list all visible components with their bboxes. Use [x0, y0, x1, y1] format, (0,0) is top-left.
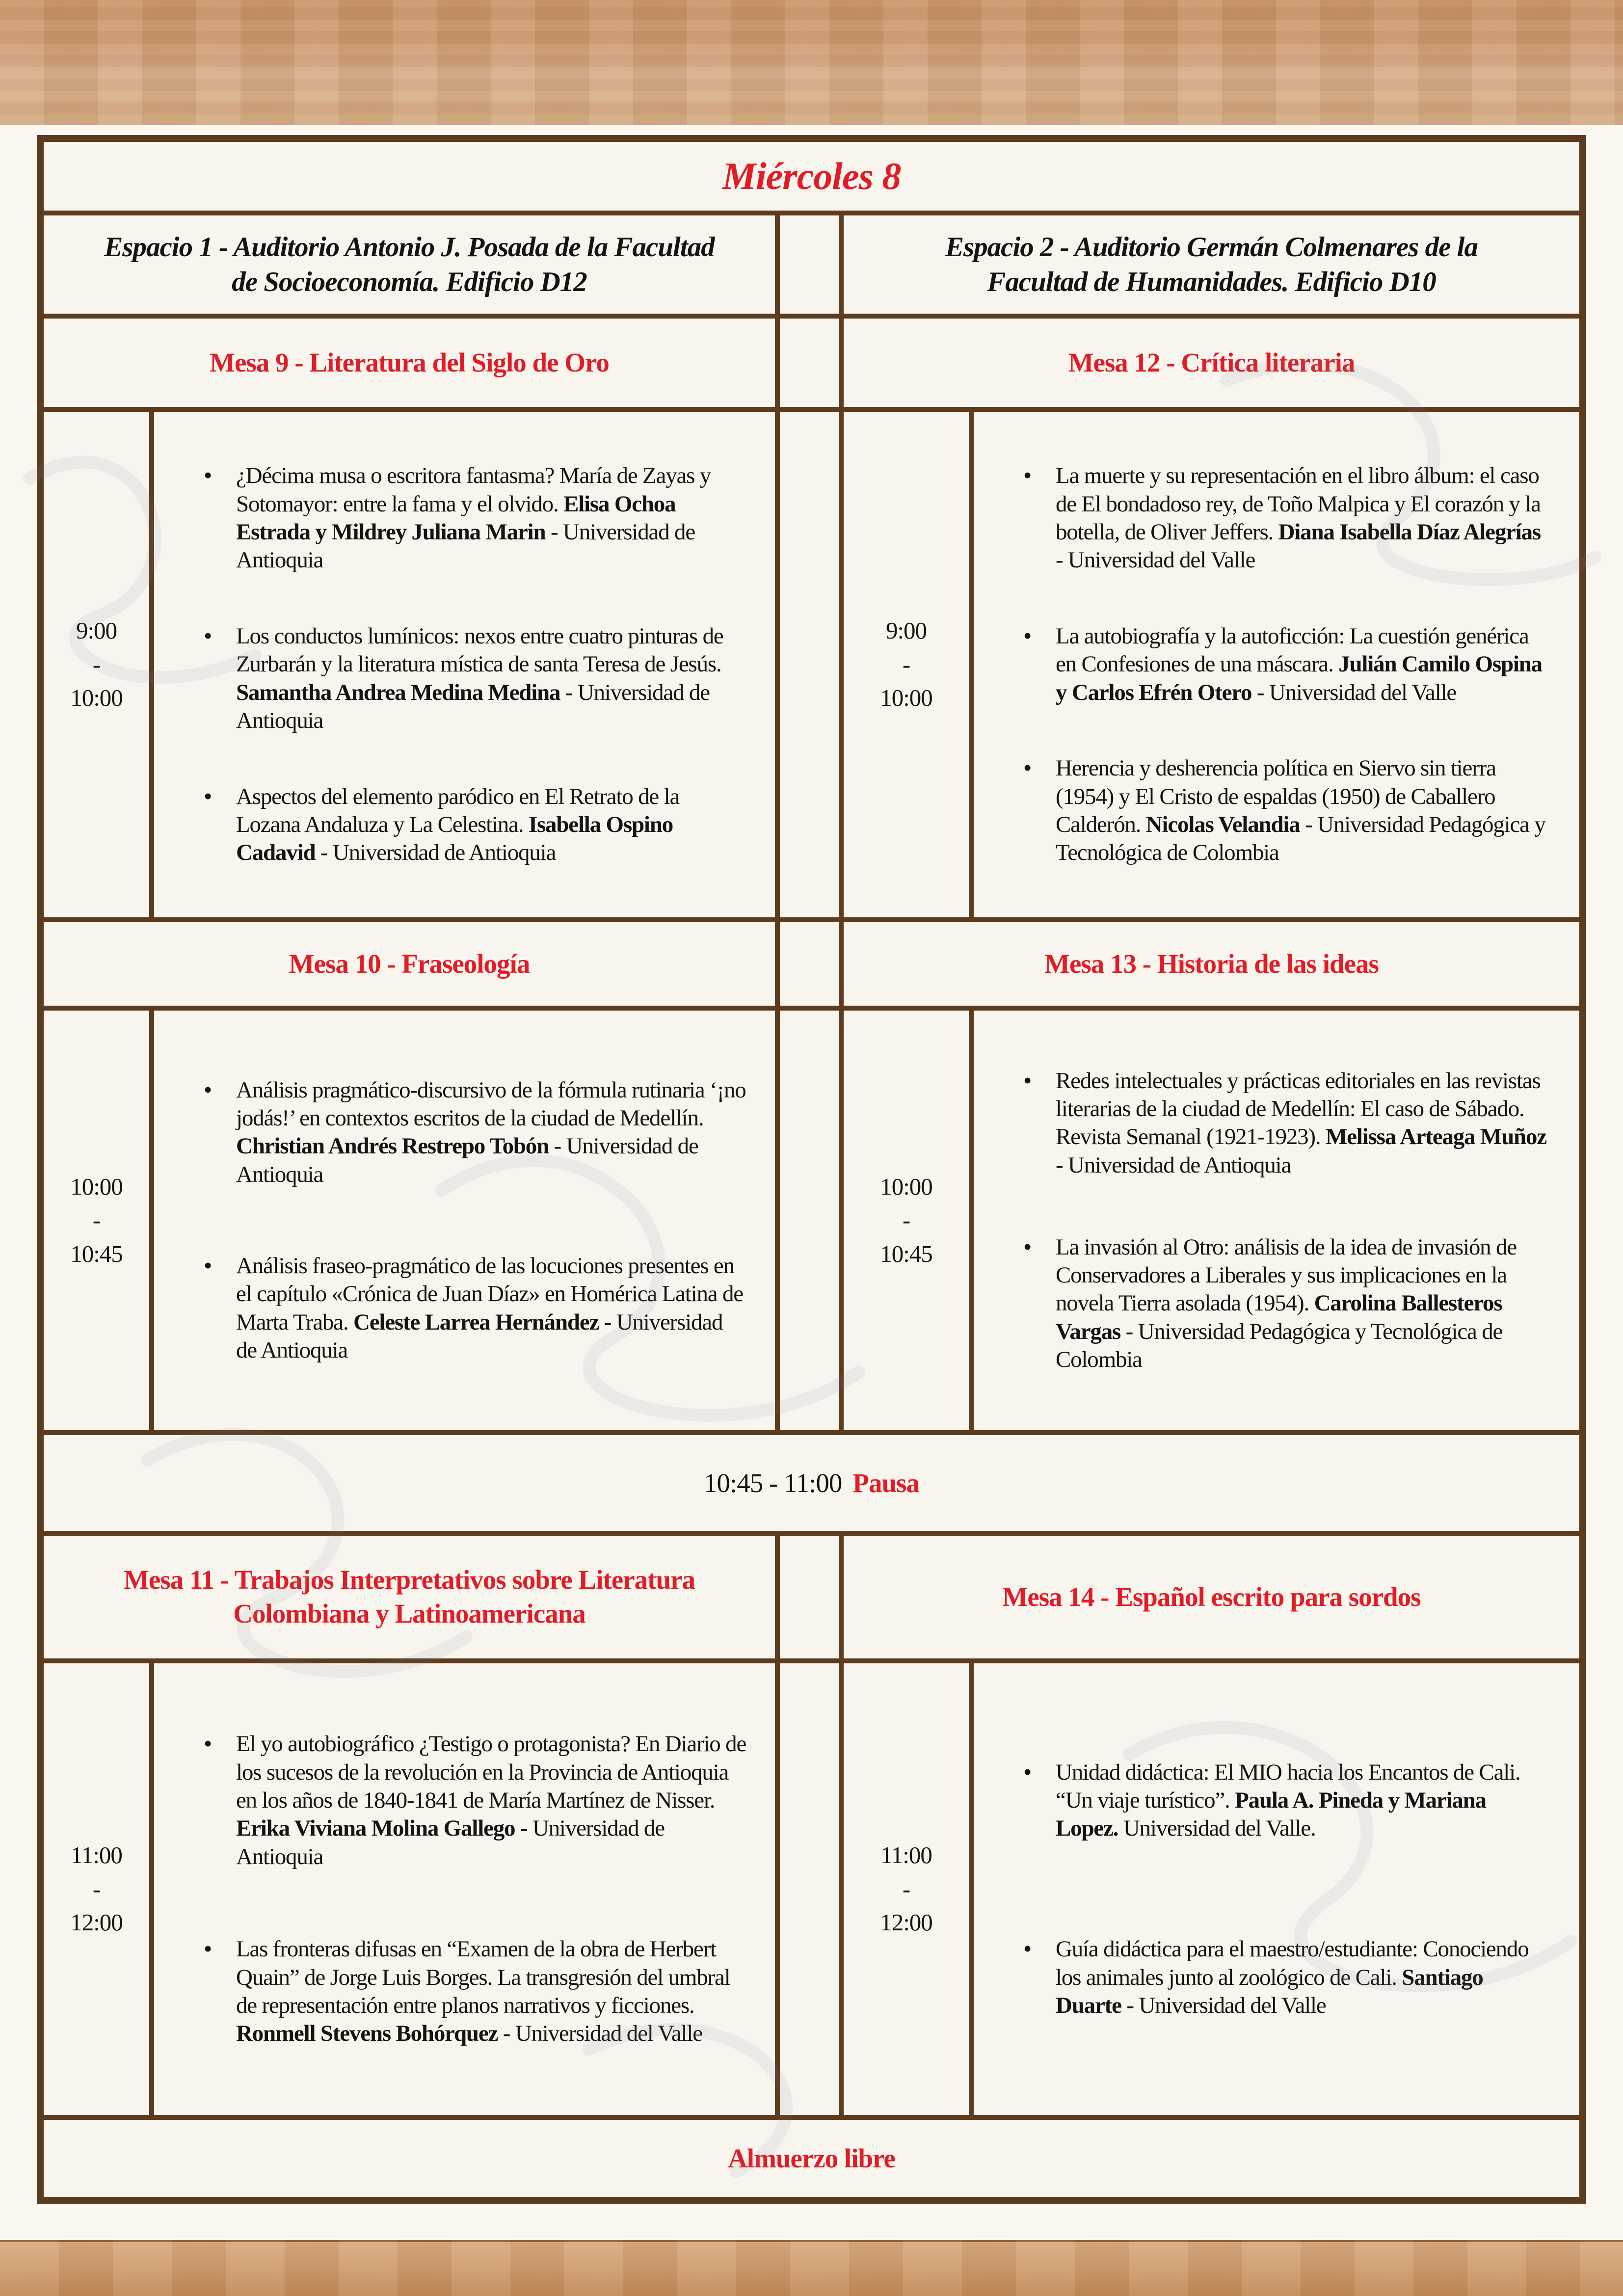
time-separator: - [92, 1875, 101, 1902]
break-row [44, 1435, 1579, 1531]
time-start: 10:00 [70, 1173, 123, 1200]
column-gap-cell [780, 412, 839, 917]
mesa-10-heading-label: Mesa 10 - Fraseología [289, 948, 530, 979]
mesa-9-talks-list [154, 412, 775, 917]
mesa-11-heading [44, 1536, 775, 1658]
column-gap-cell [780, 1663, 839, 2115]
mesa-10-talks-cell [154, 1011, 775, 1430]
mesa-11-heading-label: Mesa 11 - Trabajos Interpretativos sobre Literatura Colombiana y Latinoamericana [124, 1565, 695, 1629]
time-slot-left-11-12 [44, 1663, 149, 2115]
mesa-13-heading-label: Mesa 13 - Historia de las ideas [1044, 948, 1379, 979]
time-separator: - [902, 1875, 910, 1902]
time-separator: - [902, 1206, 910, 1234]
mesa-9-talks-cell [154, 412, 775, 917]
column-gap-cell [780, 1011, 839, 1430]
time-start: 10:00 [880, 1173, 932, 1200]
time-end: 10:00 [880, 684, 932, 712]
talk-item: • Guía didáctica para el maestro/estudiante: Conociendo los animales junto al zoológico de Cali. Santiago Duarte - Universidad del Valle [1020, 1935, 1552, 2020]
schedule-table [37, 135, 1586, 2204]
day-title: Miércoles 8 [722, 155, 901, 197]
mesa-13-talks-cell [974, 1011, 1579, 1430]
time-start: 9:00 [885, 617, 927, 644]
talk-item: • Las fronteras difusas en “Examen de la obra de Herbert Quain” de Jorge Luis Borges. La transgresión del umbral de representación entre planos narrativos y ficciones. Ronmell Stevens Bohórquez - Universidad del Valle [201, 1935, 748, 2048]
lunch-row [44, 2120, 1579, 2197]
column-gap-cell [780, 1536, 839, 1658]
time-end: 10:00 [70, 684, 123, 712]
talk-item: • Unidad didáctica: El MIO hacia los Encantos de Cali. “Un viaje turístico”. Paula A. Pineda y Mariana Lopez. Universidad del Valle. [1020, 1759, 1552, 1843]
time-start: 9:00 [76, 617, 117, 644]
venue-header-espacio-1 [44, 215, 775, 314]
kraft-paper-top-band [0, 0, 1623, 125]
talk-item: • Los conductos lumínicos: nexos entre cuatro pinturas de Zurbarán y la literatura mística de santa Teresa de Jesús. Samantha Andrea Medina Medina - Universidad de Antioquia [201, 622, 748, 735]
talk-item: • Herencia y desherencia política en Siervo sin tierra (1954) y El Cristo de espaldas (1950) de Caballero Calderón. Nicolas Velandia - Universidad Pedagógica y Tecnológica de Colombia [1020, 754, 1552, 867]
time-slot-right-11-12 [844, 1663, 969, 2115]
program-sheet [0, 135, 1623, 2252]
talk-item: • Análisis pragmático-discursivo de la fórmula rutinaria ‘¡no jodás!’ en contextos escritos de la ciudad de Medellín. Christian Andrés Restrepo Tobón - Universidad de Antioquia [201, 1076, 748, 1189]
mesa-14-talks-cell [974, 1663, 1579, 2115]
mesa-11-talks-list [154, 1663, 775, 2115]
time-end: 12:00 [880, 1909, 932, 1936]
time-end: 10:45 [880, 1240, 932, 1267]
talk-item: • Aspectos del elemento paródico en El Retrato de la Lozana Andaluza y La Celestina. Isabella Ospino Cadavid - Universidad de Antioquia [201, 783, 748, 867]
mesa-13-talks-list [974, 1011, 1579, 1430]
talk-item: • La invasión al Otro: análisis de la idea de invasión de Conservadores a Liberales y sus implicaciones en la novela Tierra asolada (1954). Carolina Ballesteros Vargas - Universidad Pedagógica y Tecnológica de Colombia [1020, 1233, 1552, 1374]
time-separator: - [92, 1206, 101, 1234]
time-slot-right-9-10 [844, 412, 969, 917]
time-slot-left-9-10 [44, 412, 149, 917]
venue-header-espacio-2 [844, 215, 1579, 314]
time-end: 12:00 [70, 1909, 123, 1936]
time-slot-right-10-1045 [844, 1011, 969, 1430]
talk-item: • Redes intelectuales y prácticas editoriales en las revistas literarias de la ciudad de Medellín: El caso de Sábado. Revista Semanal (1921-1923). Melissa Arteaga Muñoz - Universidad de Antioquia [1020, 1067, 1552, 1179]
break-time: 10:45 - 11:00 [704, 1468, 842, 1498]
mesa-9-heading [44, 319, 775, 407]
time-separator: - [92, 650, 101, 678]
lunch-label: Almuerzo libre [728, 2143, 895, 2173]
column-gap-cell [780, 922, 839, 1006]
talk-item: • Análisis fraseo-pragmático de las locuciones presentes en el capítulo «Crónica de Juan Díaz» en Homérica Latina de Marta Traba. Celeste Larrea Hernández - Universidad de Antioquia [201, 1252, 748, 1364]
time-separator: - [902, 650, 910, 678]
break-label: Pausa [852, 1468, 919, 1498]
mesa-9-heading-label: Mesa 9 - Literatura del Siglo de Oro [210, 347, 609, 377]
mesa-13-heading [844, 922, 1579, 1006]
mesa-11-talks-cell [154, 1663, 775, 2115]
mesa-12-talks-cell [974, 412, 1579, 917]
mesa-12-talks-list [974, 412, 1579, 917]
mesa-14-heading-label: Mesa 14 - Español escrito para sordos [1002, 1581, 1421, 1612]
time-start: 11:00 [71, 1842, 122, 1869]
venue-header-espacio-2-label: Espacio 2 - Auditorio Germán Colmenares de la Facultad de Humanidades. Edificio D10 [945, 231, 1478, 297]
venue-header-espacio-1-label: Espacio 1 - Auditorio Antonio J. Posada de la Facultad de Socioeconomía. Edificio D12 [104, 231, 715, 297]
column-gap-cell [780, 215, 839, 314]
mesa-12-heading [844, 319, 1579, 407]
time-slot-left-10-1045 [44, 1011, 149, 1430]
talk-item: • El yo autobiográfico ¿Testigo o protagonista? En Diario de los sucesos de la revolución en la Provincia de Antioquia en los años de 1840-1841 de María Martínez de Nisser. Erika Viviana Molina Gallego - Universidad de Antioquia [201, 1730, 748, 1871]
mesa-14-heading [844, 1536, 1579, 1658]
talk-item: • ¿Décima musa o escritora fantasma? María de Zayas y Sotomayor: entre la fama y el olvido. Elisa Ochoa Estrada y Mildrey Juliana Marin - Universidad de Antioquia [201, 462, 748, 574]
column-gap-cell [780, 319, 839, 407]
time-end: 10:45 [70, 1240, 123, 1267]
mesa-12-heading-label: Mesa 12 - Crítica literaria [1068, 347, 1355, 377]
mesa-10-heading [44, 922, 775, 1006]
kraft-paper-bottom-band [0, 2240, 1623, 2296]
mesa-10-talks-list [154, 1011, 775, 1430]
day-title-row [44, 142, 1579, 211]
talk-item: • La autobiografía y la autoficción: La cuestión genérica en Confesiones de una máscara. Julián Camilo Ospina y Carlos Efrén Otero - Universidad del Valle [1020, 622, 1552, 707]
time-start: 11:00 [880, 1842, 932, 1869]
talk-item: • La muerte y su representación en el libro álbum: el caso de El bondadoso rey, de Toño Malpica y El corazón y la botella, de Oliver Jeffers. Diana Isabella Díaz Alegrías - Universidad del Valle [1020, 462, 1552, 574]
mesa-14-talks-list [974, 1663, 1579, 2115]
